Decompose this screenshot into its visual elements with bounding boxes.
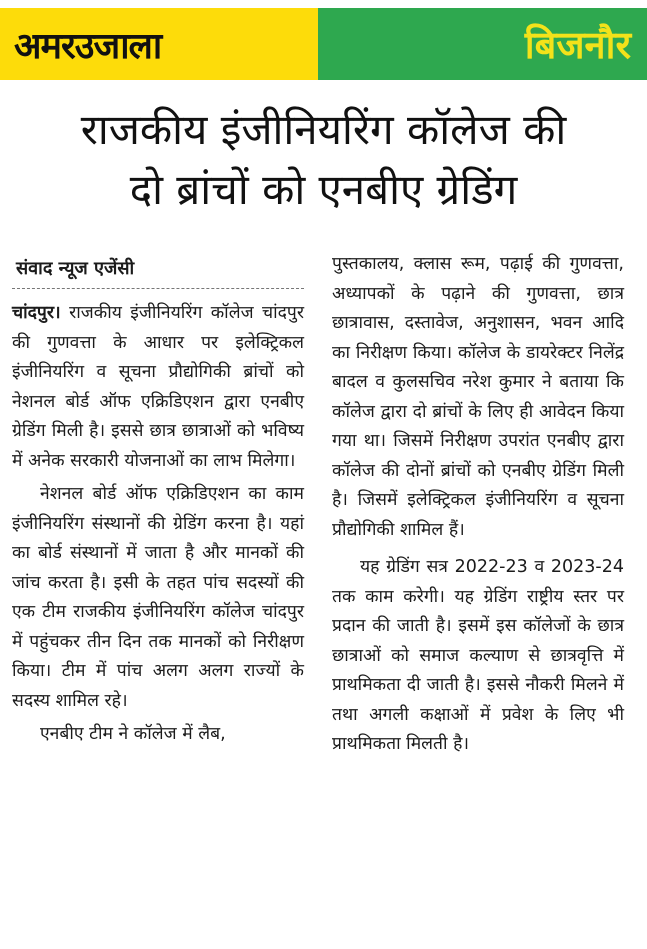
headline-line-1: राजकीय इंजीनियरिंग कॉलेज की [80, 105, 567, 154]
masthead [0, 0, 647, 84]
headline-line-2: दो ब्रांचों को एनबीए ग्रेडिंग [129, 165, 518, 214]
paragraph-3-start: एनबीए टीम ने कॉलेज में लैब, [40, 724, 226, 744]
paper-logo [0, 8, 318, 80]
article-column-right [332, 250, 624, 760]
article-column-left [12, 250, 304, 750]
paragraph-3-continued: पुस्तकालय, क्लास रूम, पढ़ाई की गुणवत्ता, अध्यापकों के पढ़ाने की गुणवत्ता, छात्र छात्रावास, दस्तावेज, अनुशासन, भवन आदि का निरीक्षण किया। कॉलेज के डायरेक्टर निलेंद्र बादल व कुलसचिव नरेश कुमार ने बताया कि कॉलेज द्वारा दो ब्रांचों के लिए ही आवेदन किया गया था। जिसमें निरीक्षण उपरांत एनबीए द्वारा कॉलेज की दोनों ब्रांचों को एनबीए ग्रेडिंग मिली है। जिसमें इलेक्ट्रिकल इंजीनियरिंग व सूचना प्रौद्योगिकी शामिल हैं। [332, 254, 624, 540]
edition-banner [318, 8, 647, 80]
dateline: चांदपुर। [12, 303, 61, 323]
edition-name: बिजनौर [524, 23, 631, 67]
paragraph-1 [12, 299, 304, 476]
paragraph-2: नेशनल बोर्ड ऑफ एक्रिडिएशन का काम इंजीनियरिंग संस्थानों की ग्रेडिंग करना है। यहां का बोर्ड संस्थानों में जाता है और मानकों की जांच करता है। इसी के तहत पांच सदस्यों की एक टीम राजकीय इंजीनियरिंग कॉलेज चांदपुर में पहुंचकर तीन दिन तक मानकों को निरीक्षण किया। टीम में पांच अलग अलग राज्यों के सदस्य शामिल रहे। [12, 484, 304, 711]
paragraph-4: यह ग्रेडिंग सत्र 2022-23 व 2023-24 तक काम करेगी। यह ग्रेडिंग राष्ट्रीय स्तर पर प्रदान की जाती है। इसमें इस कॉलेजों के छात्र छात्राओं को समाज कल्याण से छात्रवृत्ति में प्राथमिकता दी जाती है। इससे नौकरी मिलने में तथा अगली कक्षाओं में प्रवेश के लिए भी प्राथमिकता मिलती है। [332, 557, 624, 754]
paragraph-1-body: राजकीय इंजीनियरिंग कॉलेज चांदपुर की गुणवत्ता के आधार पर इलेक्ट्रिकल इंजीनियरिंग व सूचना प्रौद्योगिकी ब्रांचों को नेशनल बोर्ड ऑफ एक्रिडिएशन द्वारा एनबीए ग्रेडिंग मिली है। इससे छात्र छात्राओं को भविष्य में अनेक सरकारी योजनाओं का लाभ मिलेगा। [12, 303, 304, 471]
paper-name: अमरउजाला [14, 25, 162, 67]
headline [0, 100, 647, 220]
agency-byline: संवाद न्यूज एजेंसी [12, 250, 304, 289]
